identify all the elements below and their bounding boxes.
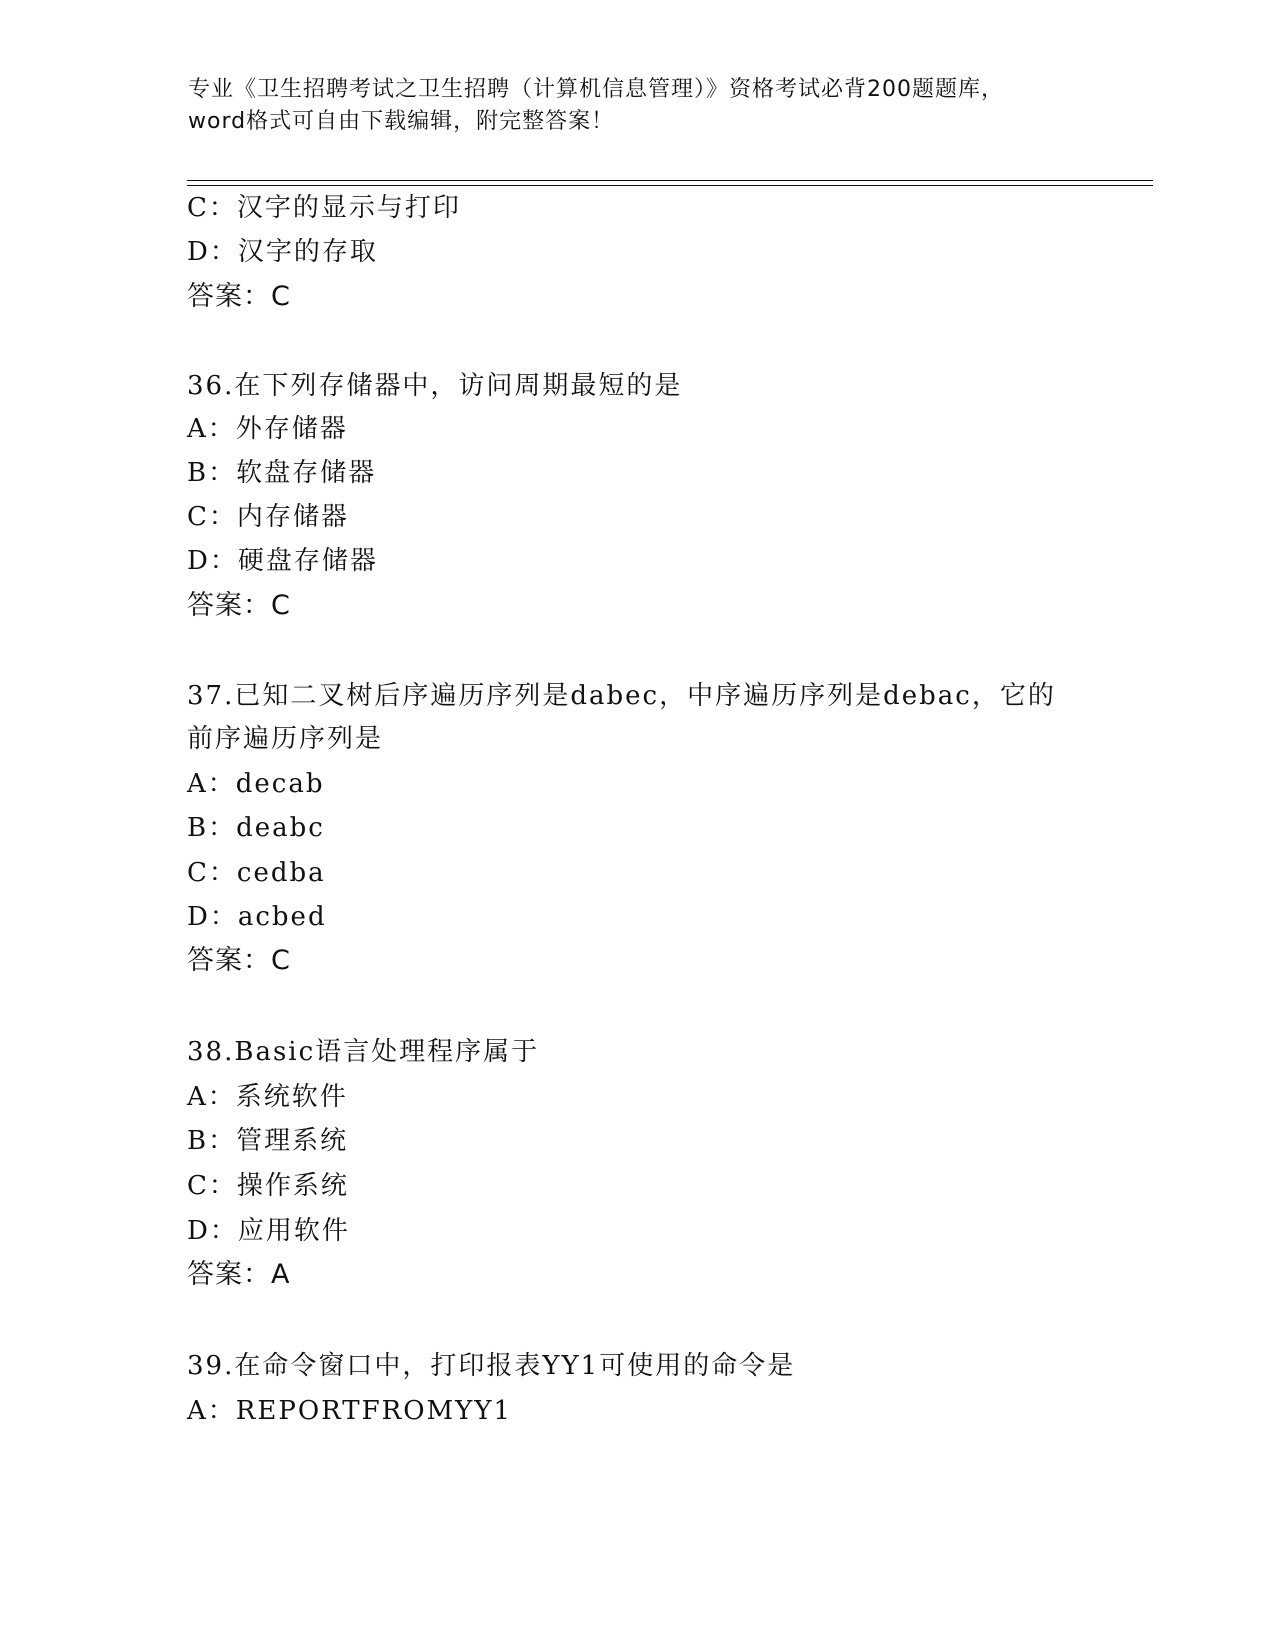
question-36-option-d: D：硬盘存储器 [187, 546, 378, 576]
prev-option-d: D：汉字的存取 [187, 237, 378, 267]
question-36-stem: 36.在下列存储器中，访问周期最短的是 [187, 371, 683, 401]
question-38-stem: 38.Basic语言处理程序属于 [187, 1037, 540, 1067]
question-36-answer: 答案：C [187, 590, 291, 621]
question-38-option-d: D：应用软件 [187, 1216, 350, 1246]
question-38-option-a: A：系统软件 [187, 1082, 348, 1112]
question-37-stem-line-2: 前序遍历序列是 [187, 724, 384, 754]
question-38-option-b: B：管理系统 [187, 1126, 349, 1156]
header-divider-top [187, 180, 1153, 181]
question-37-answer: 答案：C [187, 945, 291, 976]
question-37-stem-line-1: 37.已知二叉树后序遍历序列是dabec，中序遍历序列是debac，它的 [187, 681, 1056, 711]
question-37-option-b: B：deabc [187, 813, 325, 843]
header-divider-bottom [187, 185, 1153, 186]
prev-option-c: C：汉字的显示与打印 [187, 193, 461, 223]
question-36-option-b: B：软盘存储器 [187, 458, 377, 488]
question-36-option-c: C：内存储器 [187, 502, 349, 532]
question-37-option-c: C：cedba [187, 858, 326, 888]
header-title-line-2: word格式可自由下载编辑，附完整答案！ [188, 109, 615, 134]
header-title-line-1: 专业《卫生招聘考试之卫生招聘（计算机信息管理）》资格考试必背200题题库， [188, 77, 1004, 102]
question-37-option-d: D：acbed [187, 902, 327, 932]
question-39-stem: 39.在命令窗口中，打印报表YY1可使用的命令是 [187, 1351, 796, 1381]
question-37-option-a: A：decab [187, 769, 325, 799]
question-39-option-a: A：REPORTFROMYY1 [187, 1396, 513, 1426]
question-38-answer: 答案：A [187, 1259, 291, 1290]
prev-answer: 答案：C [187, 281, 291, 312]
document-header [188, 74, 1088, 138]
question-36-option-a: A：外存储器 [187, 414, 348, 444]
question-38-option-c: C：操作系统 [187, 1171, 349, 1201]
